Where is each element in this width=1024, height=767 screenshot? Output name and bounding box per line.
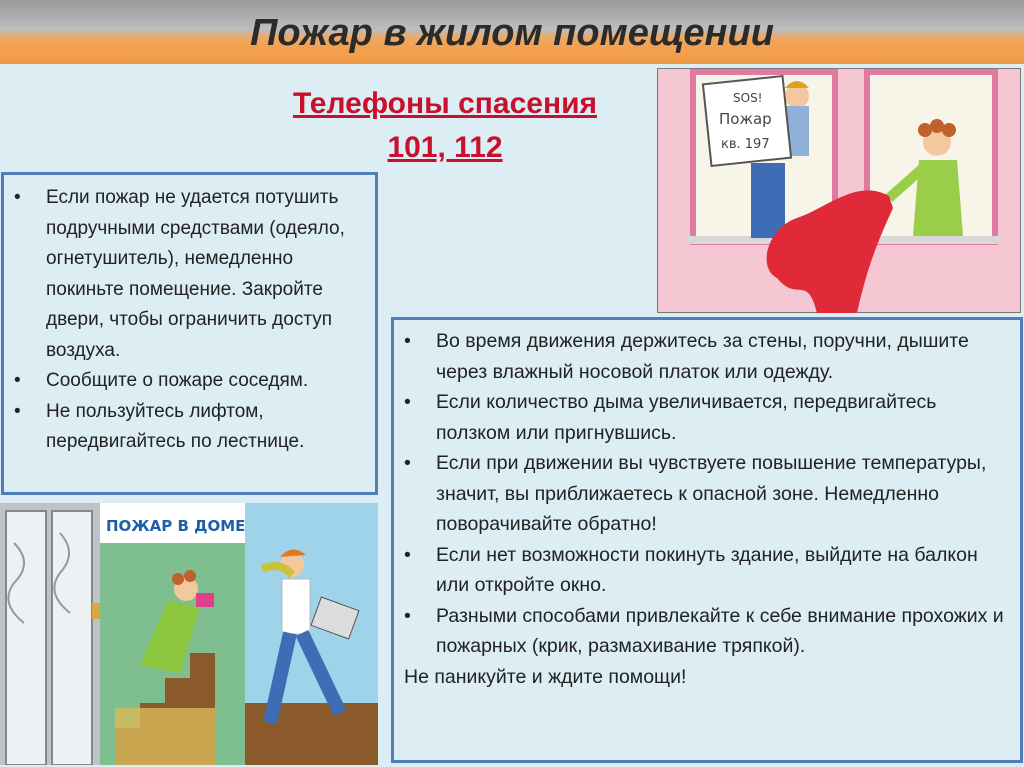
emergency-phones <box>240 82 650 170</box>
sos-window-illustration <box>657 68 1021 313</box>
final-advice: Не паникуйте и ждите помощи! <box>404 665 687 688</box>
list-item: • Сообщите о пожаре соседям. <box>6 366 371 397</box>
list-item: • Если пожар не удается потушить подручными средствами (одеяло, огнетушитель), немедленно покиньте помещение. Закройте двери, чтобы ограничить доступ воздуха. <box>6 183 371 366</box>
illustration-caption: ПОЖАР В ДОМЕ <box>106 517 246 535</box>
list-item: • Если количество дыма увеличивается, передвигайтесь ползком или пригнувшись. <box>396 387 1012 448</box>
title-bar <box>0 0 1024 64</box>
sign-line: SOS! <box>733 91 763 105</box>
fire-in-house-illustration <box>0 503 378 765</box>
list-item: • Во время движения держитесь за стены, поручни, дышите через влажный носовой платок или одежду. <box>396 326 1012 387</box>
sign-line: Пожар <box>719 110 772 128</box>
phones-heading: Телефоны спасения <box>292 87 598 120</box>
list-item: • Если нет возможности покинуть здание, выйдите на балкон или откройте окно. <box>396 540 1012 601</box>
sign-line: кв. 197 <box>721 137 770 152</box>
list-item: • Не пользуйтесь лифтом, передвигайтесь по лестнице. <box>6 397 371 458</box>
right-instructions-box <box>391 317 1023 763</box>
list-item: • Разными способами привлекайте к себе внимание прохожих и пожарных (крик, размахивание тряпкой). <box>396 601 1012 662</box>
sos-sign <box>703 76 791 166</box>
slide-title: Пожар в жилом помещении <box>250 12 774 54</box>
phones-numbers: 101, 112 <box>387 131 503 164</box>
list-item: • Если при движении вы чувствуете повышение температуры, значит, вы приближаетесь к опасной зоне. Немедленно поворачивайте обратно! <box>396 448 1012 540</box>
left-instructions-box <box>1 172 378 495</box>
